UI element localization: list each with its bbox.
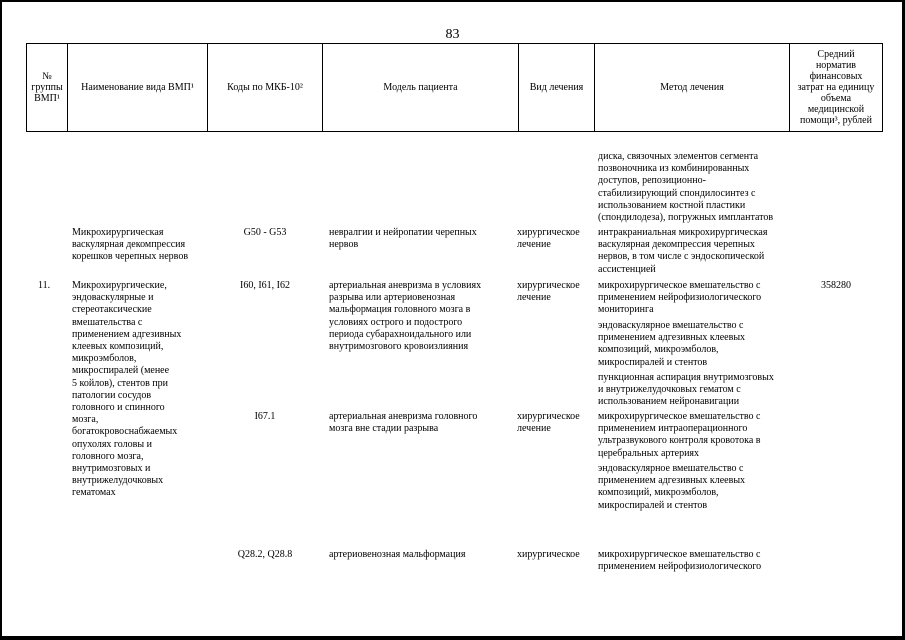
- treatment-type-text: хирургическое: [517, 549, 580, 560]
- header-avg-cost: Средний норматив финансовых затрат на единицу объема медицинской помощи³, рублей: [797, 49, 875, 126]
- avg-cost-value: 358280: [821, 280, 851, 291]
- treatment-type-text: хирургическое лечение: [517, 227, 580, 251]
- scan-border-left: [0, 0, 2, 640]
- header-vmp-name: Наименование вида ВМП¹: [81, 82, 194, 93]
- vmp-name-text: Микрохирургические, эндоваскулярные и стереотаксические вмешательства с применением адгезивных клеевых композиций, микроэмболов, микроспиралей (менее 5 койлов), стентов при патологии сосудов головного и спинного мозга, богатокровоснабжаемых опухолях головы и головного мозга, внутримозговых и внутрижелудочковых гематомах: [72, 280, 182, 499]
- header-patient-model: Модель пациента: [383, 82, 458, 93]
- header-bottom-rule: [26, 131, 883, 132]
- header-border-right: [882, 43, 883, 131]
- header-group-no: № группы ВМП¹: [31, 71, 63, 104]
- method-text: диска, связочных элементов сегмента позвоночника из комбинированных доступов, репозиционно- стабилизирующий спондилосинтез с использованием костной пластики (спондилодеза), погружных имплантатов: [598, 151, 774, 224]
- icd-code-text: G50 - G53: [243, 227, 287, 238]
- method-text: пункционная аспирация внутримозговых и внутрижелудочковых гематом с использованием нейронавигации: [598, 372, 774, 408]
- group-number: 11.: [38, 280, 51, 291]
- scan-border-top: [0, 0, 905, 2]
- icd-code-text: I67.1: [254, 411, 276, 422]
- patient-model-text: невралгии и нейропатии черепных нервов: [329, 227, 477, 251]
- patient-model-text: артериальная аневризма в условиях разрыва или артериовенозная мальформация головного мозга в условиях острого и подострого периода субарахноидального или внутримозгового кровоизлияния: [329, 280, 482, 353]
- scan-border-bottom: [0, 636, 905, 640]
- method-text: эндоваскулярное вмешательство с применением адгезивных клеевых композиций, микроэмболов, микроспиралей и стентов: [598, 463, 746, 511]
- icd-code-text: Q28.2, Q28.8: [237, 549, 293, 560]
- header-icd-codes: Коды по МКБ-10²: [227, 82, 303, 93]
- patient-model-text: артериальная аневризма головного мозга вне стадии разрыва: [329, 411, 478, 435]
- page-number: 83: [445, 27, 460, 42]
- treatment-type-text: хирургическое лечение: [517, 280, 580, 304]
- method-text: микрохирургическое вмешательство с применением нейрофизиологического: [598, 549, 762, 573]
- header-treatment-method: Метод лечения: [660, 82, 724, 93]
- vmp-name-text: Микрохирургическая васкулярная декомпрессия корешков черепных нервов: [72, 227, 189, 263]
- patient-model-text: артериовенозная мальформация: [329, 549, 466, 560]
- header-treatment-type: Вид лечения: [529, 82, 584, 93]
- method-text: микрохирургическое вмешательство с применением нейрофизиологического мониторинга: [598, 280, 762, 316]
- method-text: интракраниальная микрохирургическая васкулярная декомпрессия черепных нервов, в том числе с эндоскопической ассистенцией: [598, 227, 768, 275]
- method-text: микрохирургическое вмешательство с применением интраоперационного ультразвукового контроля кровотока в церебральных артериях: [598, 411, 761, 459]
- method-text: эндоваскулярное вмешательство с применением адгезивных клеевых композиций, микроэмболов, микроспиралей и стентов: [598, 320, 746, 368]
- icd-code-text: I60, I61, I62: [240, 280, 290, 291]
- treatment-type-text: хирургическое лечение: [517, 411, 580, 435]
